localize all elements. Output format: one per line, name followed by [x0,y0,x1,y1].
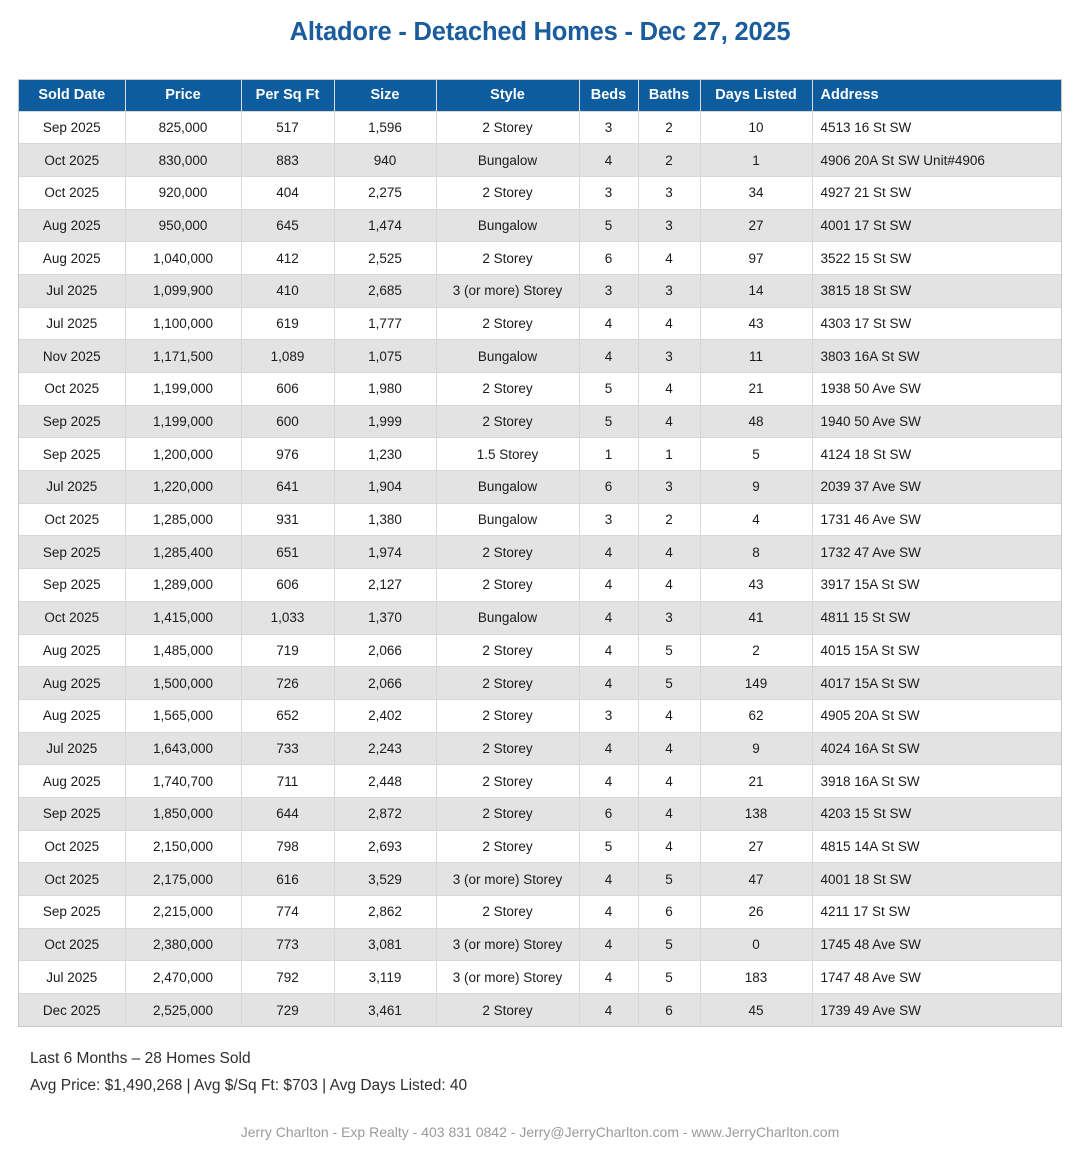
cell-baths: 4 [638,699,700,732]
cell-beds: 6 [579,242,638,275]
cell-size: 2,066 [334,634,436,667]
cell-price: 1,850,000 [125,797,241,830]
table-row [19,732,1061,765]
cell-sold-date: Jul 2025 [19,307,125,340]
cell-size: 1,474 [334,209,436,242]
cell-address: 1747 48 Ave SW [812,961,1061,994]
cell-price: 1,500,000 [125,667,241,700]
cell-baths: 3 [638,176,700,209]
cell-price: 825,000 [125,111,241,144]
cell-price: 2,150,000 [125,830,241,863]
table-row [19,896,1061,929]
cell-size: 1,230 [334,438,436,471]
cell-size: 2,402 [334,699,436,732]
table-row [19,340,1061,373]
cell-beds: 4 [579,961,638,994]
cell-sold-date: Sep 2025 [19,536,125,569]
cell-days-listed: 11 [700,340,812,373]
cell-beds: 4 [579,536,638,569]
table-header [19,80,1061,111]
cell-baths: 4 [638,732,700,765]
cell-beds: 3 [579,274,638,307]
cell-sold-date: Jul 2025 [19,471,125,504]
cell-size: 3,461 [334,994,436,1027]
cell-beds: 4 [579,601,638,634]
cell-days-listed: 5 [700,438,812,471]
cell-sold-date: Sep 2025 [19,569,125,602]
table-row [19,471,1061,504]
cell-sold-date: Oct 2025 [19,863,125,896]
cell-price: 1,289,000 [125,569,241,602]
table-row [19,503,1061,536]
cell-style: Bungalow [436,601,579,634]
table-row [19,176,1061,209]
cell-baths: 6 [638,896,700,929]
cell-beds: 4 [579,765,638,798]
cell-address: 3917 15A St SW [812,569,1061,602]
cell-size: 2,127 [334,569,436,602]
cell-days-listed: 149 [700,667,812,700]
cell-baths: 5 [638,928,700,961]
cell-beds: 5 [579,405,638,438]
cell-days-listed: 48 [700,405,812,438]
cell-sold-date: Oct 2025 [19,144,125,177]
cell-days-listed: 9 [700,732,812,765]
cell-per-sq-ft: 883 [241,144,334,177]
cell-per-sq-ft: 404 [241,176,334,209]
cell-days-listed: 9 [700,471,812,504]
cell-address: 4303 17 St SW [812,307,1061,340]
cell-address: 3918 16A St SW [812,765,1061,798]
cell-size: 2,066 [334,667,436,700]
cell-address: 1732 47 Ave SW [812,536,1061,569]
cell-style: 2 Storey [436,569,579,602]
cell-price: 1,040,000 [125,242,241,275]
table-row [19,242,1061,275]
table-body [19,111,1061,1026]
cell-baths: 6 [638,994,700,1027]
cell-beds: 4 [579,569,638,602]
cell-size: 1,980 [334,373,436,406]
table-row [19,144,1061,177]
cell-address: 4811 15 St SW [812,601,1061,634]
cell-size: 1,380 [334,503,436,536]
cell-style: Bungalow [436,471,579,504]
cell-baths: 5 [638,863,700,896]
cell-size: 2,525 [334,242,436,275]
cell-style: 2 Storey [436,405,579,438]
cell-sold-date: Oct 2025 [19,373,125,406]
cell-address: 4124 18 St SW [812,438,1061,471]
cell-style: 3 (or more) Storey [436,274,579,307]
cell-days-listed: 183 [700,961,812,994]
table-row [19,797,1061,830]
cell-address: 4203 15 St SW [812,797,1061,830]
cell-days-listed: 14 [700,274,812,307]
cell-days-listed: 21 [700,765,812,798]
cell-style: 2 Storey [436,536,579,569]
cell-sold-date: Oct 2025 [19,176,125,209]
column-header-price[interactable]: Price [125,80,241,111]
column-header-beds[interactable]: Beds [579,80,638,111]
cell-size: 1,596 [334,111,436,144]
cell-price: 1,199,000 [125,373,241,406]
cell-address: 1739 49 Ave SW [812,994,1061,1027]
cell-baths: 3 [638,209,700,242]
cell-per-sq-ft: 651 [241,536,334,569]
table-row [19,536,1061,569]
cell-baths: 4 [638,373,700,406]
cell-size: 3,081 [334,928,436,961]
cell-price: 920,000 [125,176,241,209]
cell-beds: 5 [579,373,638,406]
cell-per-sq-ft: 792 [241,961,334,994]
cell-style: Bungalow [436,340,579,373]
table-row [19,765,1061,798]
summary-line-homes-sold: Last 6 Months – 28 Homes Sold [30,1050,251,1067]
cell-baths: 3 [638,601,700,634]
cell-per-sq-ft: 931 [241,503,334,536]
cell-baths: 5 [638,961,700,994]
cell-style: 2 Storey [436,699,579,732]
cell-beds: 4 [579,667,638,700]
cell-baths: 5 [638,634,700,667]
cell-per-sq-ft: 798 [241,830,334,863]
cell-baths: 3 [638,471,700,504]
cell-days-listed: 8 [700,536,812,569]
cell-size: 3,529 [334,863,436,896]
cell-beds: 3 [579,176,638,209]
cell-per-sq-ft: 733 [241,732,334,765]
cell-address: 1731 46 Ave SW [812,503,1061,536]
cell-price: 830,000 [125,144,241,177]
cell-per-sq-ft: 652 [241,699,334,732]
cell-price: 1,100,000 [125,307,241,340]
cell-price: 1,285,400 [125,536,241,569]
cell-beds: 5 [579,830,638,863]
cell-per-sq-ft: 645 [241,209,334,242]
cell-sold-date: Sep 2025 [19,438,125,471]
cell-style: 3 (or more) Storey [436,863,579,896]
cell-size: 940 [334,144,436,177]
cell-style: Bungalow [436,209,579,242]
cell-address: 4001 18 St SW [812,863,1061,896]
cell-price: 1,565,000 [125,699,241,732]
cell-days-listed: 1 [700,144,812,177]
cell-address: 4905 20A St SW [812,699,1061,732]
cell-beds: 3 [579,699,638,732]
cell-days-listed: 62 [700,699,812,732]
cell-per-sq-ft: 410 [241,274,334,307]
sales-table-container [18,79,1062,1027]
cell-per-sq-ft: 616 [241,863,334,896]
cell-beds: 4 [579,863,638,896]
cell-style: 2 Storey [436,176,579,209]
cell-days-listed: 138 [700,797,812,830]
column-header-per-sq-ft[interactable]: Per Sq Ft [241,80,334,111]
cell-price: 1,099,900 [125,274,241,307]
cell-address: 4906 20A St SW Unit#4906 [812,144,1061,177]
cell-style: Bungalow [436,503,579,536]
cell-size: 1,999 [334,405,436,438]
cell-baths: 5 [638,667,700,700]
cell-size: 1,974 [334,536,436,569]
cell-baths: 4 [638,307,700,340]
cell-days-listed: 4 [700,503,812,536]
cell-style: 2 Storey [436,307,579,340]
cell-sold-date: Aug 2025 [19,242,125,275]
cell-price: 1,285,000 [125,503,241,536]
cell-days-listed: 26 [700,896,812,929]
cell-sold-date: Jul 2025 [19,961,125,994]
cell-style: 1.5 Storey [436,438,579,471]
table-row [19,373,1061,406]
cell-address: 4211 17 St SW [812,896,1061,929]
cell-days-listed: 27 [700,209,812,242]
cell-size: 3,119 [334,961,436,994]
cell-days-listed: 34 [700,176,812,209]
table-header-row [19,80,1061,111]
column-header-sold-date[interactable]: Sold Date [19,80,125,111]
cell-per-sq-ft: 976 [241,438,334,471]
cell-style: 2 Storey [436,373,579,406]
cell-days-listed: 0 [700,928,812,961]
table-row [19,601,1061,634]
cell-style: Bungalow [436,144,579,177]
cell-size: 2,693 [334,830,436,863]
cell-baths: 4 [638,765,700,798]
cell-baths: 4 [638,536,700,569]
cell-size: 1,904 [334,471,436,504]
cell-address: 1940 50 Ave SW [812,405,1061,438]
cell-address: 1745 48 Ave SW [812,928,1061,961]
cell-price: 2,525,000 [125,994,241,1027]
cell-sold-date: Dec 2025 [19,994,125,1027]
cell-baths: 4 [638,242,700,275]
sales-table [19,80,1061,1026]
column-header-style[interactable]: Style [436,80,579,111]
cell-beds: 4 [579,928,638,961]
cell-address: 3522 15 St SW [812,242,1061,275]
cell-baths: 3 [638,274,700,307]
cell-beds: 6 [579,797,638,830]
footer-contact: Jerry Charlton - Exp Realty - 403 831 0842 - Jerry@JerryCharlton.com - www.JerryCharlton.com [240,1124,840,1140]
cell-per-sq-ft: 729 [241,994,334,1027]
cell-baths: 2 [638,144,700,177]
cell-address: 4015 15A St SW [812,634,1061,667]
table-row [19,699,1061,732]
cell-price: 1,199,000 [125,405,241,438]
cell-sold-date: Sep 2025 [19,405,125,438]
column-header-days-listed[interactable]: Days Listed [700,80,812,111]
cell-beds: 4 [579,340,638,373]
cell-address: 4815 14A St SW [812,830,1061,863]
table-row [19,994,1061,1027]
cell-per-sq-ft: 606 [241,373,334,406]
table-row [19,667,1061,700]
cell-address: 1938 50 Ave SW [812,373,1061,406]
column-header-baths[interactable]: Baths [638,80,700,111]
cell-per-sq-ft: 600 [241,405,334,438]
cell-address: 2039 37 Ave SW [812,471,1061,504]
cell-per-sq-ft: 606 [241,569,334,602]
cell-beds: 1 [579,438,638,471]
cell-price: 2,380,000 [125,928,241,961]
cell-sold-date: Aug 2025 [19,667,125,700]
cell-baths: 4 [638,405,700,438]
cell-style: 2 Storey [436,242,579,275]
table-row [19,863,1061,896]
cell-style: 2 Storey [436,667,579,700]
cell-sold-date: Sep 2025 [19,797,125,830]
table-row [19,928,1061,961]
table-row [19,438,1061,471]
cell-price: 1,643,000 [125,732,241,765]
cell-beds: 5 [579,209,638,242]
cell-per-sq-ft: 644 [241,797,334,830]
table-row [19,961,1061,994]
cell-style: 2 Storey [436,797,579,830]
cell-sold-date: Jul 2025 [19,274,125,307]
cell-baths: 2 [638,503,700,536]
cell-style: 2 Storey [436,830,579,863]
cell-per-sq-ft: 412 [241,242,334,275]
cell-address: 3815 18 St SW [812,274,1061,307]
cell-per-sq-ft: 726 [241,667,334,700]
cell-sold-date: Oct 2025 [19,928,125,961]
cell-per-sq-ft: 773 [241,928,334,961]
cell-sold-date: Oct 2025 [19,830,125,863]
cell-per-sq-ft: 711 [241,765,334,798]
cell-days-listed: 21 [700,373,812,406]
cell-beds: 4 [579,307,638,340]
cell-style: 2 Storey [436,634,579,667]
cell-days-listed: 43 [700,307,812,340]
cell-size: 2,275 [334,176,436,209]
cell-style: 2 Storey [436,994,579,1027]
cell-beds: 4 [579,994,638,1027]
cell-style: 3 (or more) Storey [436,928,579,961]
cell-beds: 4 [579,896,638,929]
cell-style: 3 (or more) Storey [436,961,579,994]
cell-sold-date: Aug 2025 [19,699,125,732]
summary-line-averages: Avg Price: $1,490,268 | Avg $/Sq Ft: $703 | Avg Days Listed: 40 [30,1077,468,1094]
cell-price: 1,415,000 [125,601,241,634]
cell-sold-date: Aug 2025 [19,634,125,667]
cell-sold-date: Nov 2025 [19,340,125,373]
cell-style: 2 Storey [436,111,579,144]
cell-price: 1,740,700 [125,765,241,798]
cell-baths: 4 [638,797,700,830]
cell-days-listed: 43 [700,569,812,602]
cell-per-sq-ft: 719 [241,634,334,667]
cell-sold-date: Jul 2025 [19,732,125,765]
cell-baths: 4 [638,569,700,602]
cell-beds: 6 [579,471,638,504]
cell-size: 2,862 [334,896,436,929]
cell-size: 2,243 [334,732,436,765]
cell-price: 2,175,000 [125,863,241,896]
cell-price: 1,220,000 [125,471,241,504]
cell-baths: 4 [638,830,700,863]
cell-price: 950,000 [125,209,241,242]
cell-sold-date: Aug 2025 [19,765,125,798]
summary-block [30,1045,467,1099]
cell-per-sq-ft: 774 [241,896,334,929]
cell-per-sq-ft: 1,089 [241,340,334,373]
cell-size: 2,872 [334,797,436,830]
cell-address: 4024 16A St SW [812,732,1061,765]
cell-price: 1,171,500 [125,340,241,373]
cell-size: 2,448 [334,765,436,798]
cell-beds: 4 [579,634,638,667]
cell-style: 2 Storey [436,896,579,929]
cell-days-listed: 2 [700,634,812,667]
cell-price: 1,200,000 [125,438,241,471]
cell-style: 2 Storey [436,765,579,798]
table-row [19,830,1061,863]
cell-size: 1,075 [334,340,436,373]
cell-size: 1,370 [334,601,436,634]
cell-beds: 3 [579,503,638,536]
cell-beds: 4 [579,732,638,765]
cell-size: 1,777 [334,307,436,340]
cell-days-listed: 97 [700,242,812,275]
cell-per-sq-ft: 641 [241,471,334,504]
cell-days-listed: 45 [700,994,812,1027]
cell-beds: 4 [579,144,638,177]
cell-address: 4017 15A St SW [812,667,1061,700]
cell-days-listed: 10 [700,111,812,144]
table-row [19,634,1061,667]
cell-address: 4927 21 St SW [812,176,1061,209]
cell-baths: 1 [638,438,700,471]
cell-days-listed: 27 [700,830,812,863]
table-row [19,274,1061,307]
column-header-address[interactable]: Address [812,80,1061,111]
cell-sold-date: Oct 2025 [19,503,125,536]
table-row [19,111,1061,144]
cell-days-listed: 47 [700,863,812,896]
column-header-size[interactable]: Size [334,80,436,111]
cell-price: 2,470,000 [125,961,241,994]
cell-sold-date: Sep 2025 [19,111,125,144]
cell-address: 3803 16A St SW [812,340,1061,373]
cell-days-listed: 41 [700,601,812,634]
cell-per-sq-ft: 517 [241,111,334,144]
table-row [19,307,1061,340]
table-row [19,569,1061,602]
cell-baths: 2 [638,111,700,144]
cell-price: 2,215,000 [125,896,241,929]
cell-baths: 3 [638,340,700,373]
cell-beds: 3 [579,111,638,144]
table-row [19,405,1061,438]
cell-address: 4001 17 St SW [812,209,1061,242]
cell-address: 4513 16 St SW [812,111,1061,144]
table-row [19,209,1061,242]
cell-price: 1,485,000 [125,634,241,667]
cell-size: 2,685 [334,274,436,307]
cell-sold-date: Oct 2025 [19,601,125,634]
cell-style: 2 Storey [436,732,579,765]
cell-sold-date: Sep 2025 [19,896,125,929]
cell-per-sq-ft: 619 [241,307,334,340]
cell-sold-date: Aug 2025 [19,209,125,242]
cell-per-sq-ft: 1,033 [241,601,334,634]
page-title: Altadore - Detached Homes - Dec 27, 2025 [289,18,791,46]
